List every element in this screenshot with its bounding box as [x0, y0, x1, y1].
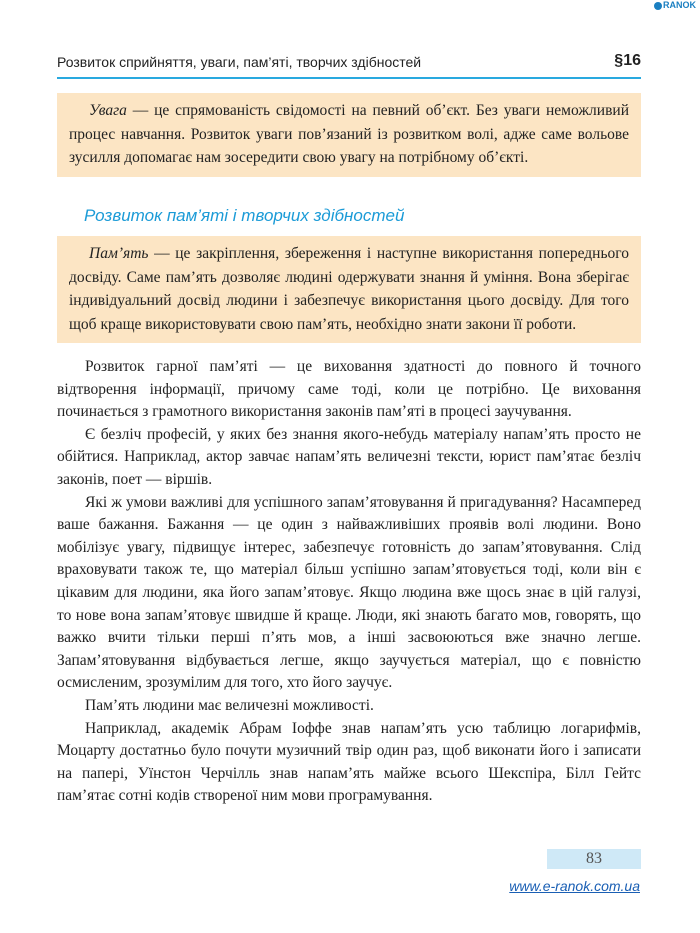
paragraph: Пам’ять людини має величезні можливості.: [85, 696, 374, 714]
definition-box-memory: [57, 236, 641, 343]
header-divider: [57, 77, 641, 79]
definition-box-attention: [57, 93, 641, 177]
subheading: Розвиток пам’яті і творчих здібностей: [84, 206, 405, 225]
paragraph: Які ж умови важливі для успішного запам’ятовування й пригадування? Насамперед ваше бажання. Бажання — це один з найважливіших проявів волі людини. Воно мобілізує увагу, підвищує інтерес, забезпечує готовність до запам’ятовування. Слід враховувати також те, що матеріал більш успішно запам’ятовується тоді, коли він є цікавим для людини, яка його запам’ятовує. Якщо людина вже щось знає в цій галузі, то нове вона запам’ятовує швидше й краще. Люди, які знають багато мов, говорять, що важко вчити тільки перші п’ять мов, а інші засвоюються вже значно легше. Запам’ятовування відбувається легше, якщо заучується матеріал, що є повністю осмисленим, зрозумілим для того, хто його заучує.: [57, 493, 641, 692]
publisher-link[interactable]: www.e-ranok.com.ua: [509, 878, 640, 894]
publisher-logo: [654, 0, 696, 10]
definition-text: [69, 242, 629, 336]
definition-text: [69, 99, 629, 170]
section-number: §16: [614, 52, 641, 69]
definition-term: Увага: [89, 102, 127, 119]
definition-term: Пам’ять: [89, 245, 149, 262]
page-number: 83: [547, 849, 641, 869]
header-title: Розвиток сприйняття, уваги, пам’яті, творчих здібностей: [57, 54, 422, 70]
logo-text: RANOK: [663, 0, 696, 10]
paragraph: Є безліч професій, у яких без знання якого-небудь матеріалу напам’ять просто не обійтися. Наприклад, актор завчає напам’ять величезні тексти, юрист пам’ятає безліч законів, поет — віршів.: [57, 425, 641, 488]
definition-body: — це закріплення, збереження і наступне використання попереднього досвіду. Саме пам’ять дозволяє людині одержувати знання й уміння. Вона зберігає індивідуальний досвід людини і забезпечує використання цього досвіду. Для того щоб краще використовувати свою пам’ять, необхідно знати закони її роботи.: [69, 245, 629, 333]
paragraph: Розвиток гарної пам’яті — це виховання здатності до повного й точного відтворення інформації, причому саме тоді, коли це потрібно. Це виховання починається з грамотного використання законів пам’яті в процесі заучування.: [57, 358, 641, 421]
definition-body: — це спрямованість свідомості на певний об’єкт. Без уваги неможливий процес навчання. Розвиток уваги пов’язаний із розвитком волі, адже саме вольове зусилля допомагає нам зосередити свою увагу на потрібному об’єкті.: [69, 102, 629, 166]
logo-icon: [654, 2, 662, 10]
main-text: [57, 356, 641, 808]
paragraph: Наприклад, академік Абрам Іоффе знав напам’ять усю таблицю логарифмів, Моцарту достатньо було почути музичний твір один раз, щоб виконати його і записати на папері, Уїнстон Черчілль знав напам’ять майже всього Шекспіра, Білл Гейтс пам’ятає сотні кодів створеної ним мови програмування.: [57, 719, 641, 805]
running-header: [57, 52, 641, 74]
